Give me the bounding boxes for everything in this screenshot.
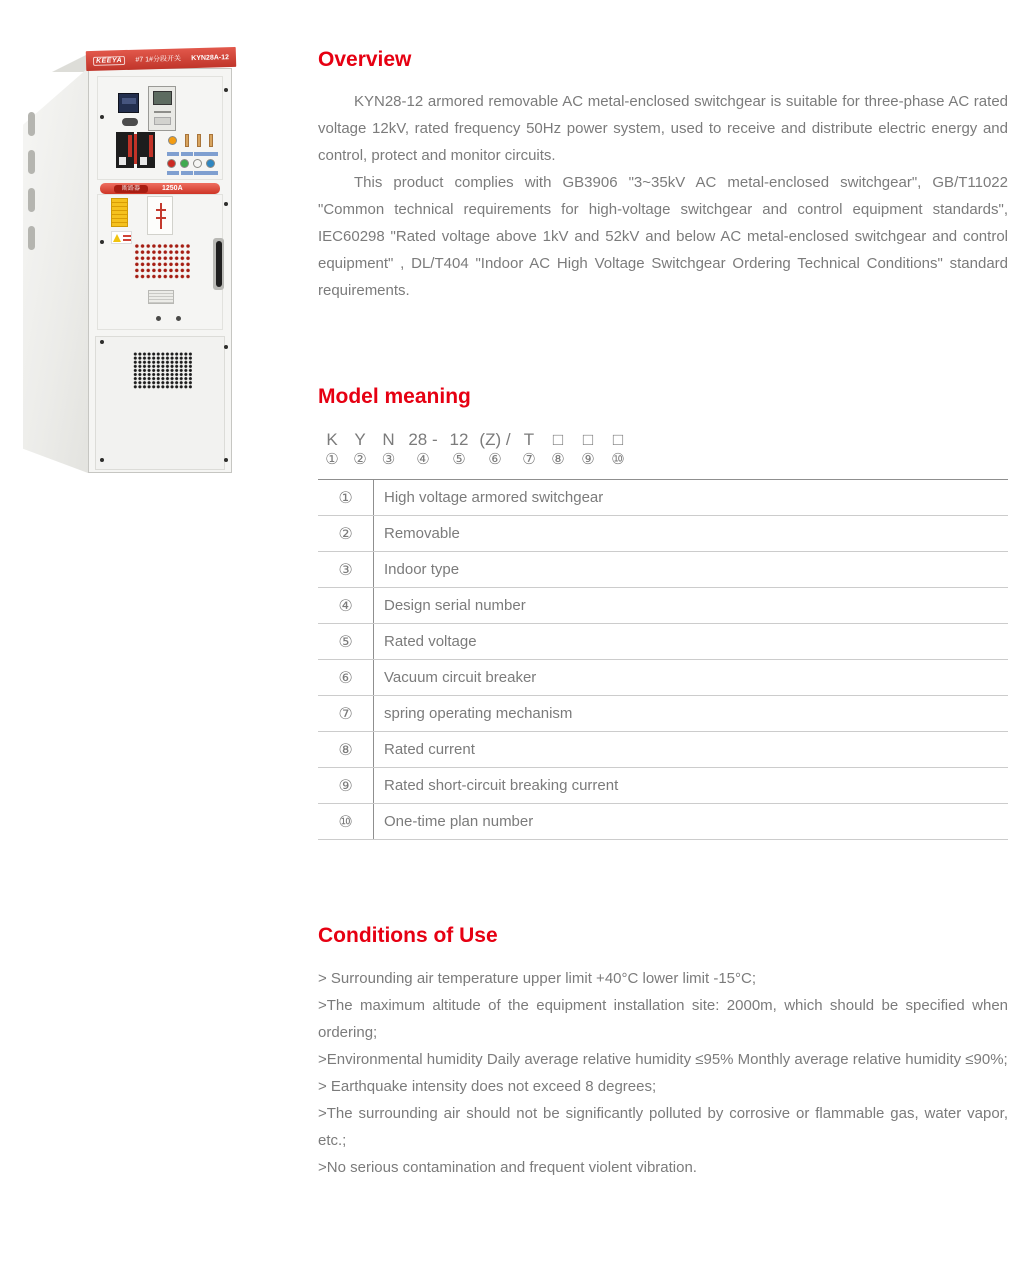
red-vent-grid: [133, 242, 190, 279]
screw: [156, 316, 161, 321]
code-symbol: (Z) /: [479, 430, 511, 449]
content-column: [318, 40, 1008, 1181]
code-circle-number: ⑤: [452, 451, 466, 468]
hinge-dot: [224, 458, 228, 462]
hazard-label: [111, 231, 132, 244]
table-row: [318, 660, 1008, 696]
code-symbol: □: [552, 430, 564, 449]
row-description: spring operating mechanism: [384, 705, 573, 722]
row-number: ②: [318, 516, 374, 551]
table-row: [318, 588, 1008, 624]
product-photo: [10, 40, 310, 480]
table-row: [318, 480, 1008, 516]
digital-meter: [148, 86, 176, 131]
code-circle-number: ①: [325, 451, 339, 468]
yellow-warning-label: [111, 198, 128, 227]
code-circle-number: ②: [353, 451, 367, 468]
fuse-indicator: [209, 134, 213, 147]
condition-item: >No serious contamination and frequent violent vibration.: [318, 1159, 697, 1176]
breaker-band: [100, 183, 220, 194]
indicator-label: [194, 171, 206, 175]
row-description: Rated current: [384, 741, 475, 758]
indicator-label: [167, 152, 179, 156]
row-number: ⑦: [318, 696, 374, 731]
row-description: High voltage armored switchgear: [384, 489, 604, 506]
code-circle-number: ⑧: [551, 451, 565, 468]
conditions-section: [318, 924, 1008, 1181]
conditions-title: Conditions of Use: [318, 924, 498, 947]
indicator-label: [167, 171, 179, 175]
fuse-indicator: [197, 134, 201, 147]
indicator-lamp-blue: [206, 159, 215, 168]
relay-panel-right: [137, 132, 155, 168]
indicator-lamp-red: [167, 159, 176, 168]
vent-grille: [133, 352, 192, 389]
table-row: [318, 552, 1008, 588]
indicator-lamp-white: [193, 159, 202, 168]
code-slot: [603, 429, 633, 469]
code-symbol: □: [582, 430, 594, 449]
hinge-dot: [100, 115, 104, 119]
condition-item: > Earthquake intensity does not exceed 8 degrees;: [318, 1078, 657, 1095]
control-knob: [122, 118, 138, 126]
code-slot: [573, 429, 603, 469]
model-meaning-section: [318, 385, 1008, 840]
banner-title: #7 1#分段开关: [135, 55, 182, 64]
banner-logo: KEEYA: [93, 56, 125, 66]
code-circle-number: ④: [416, 451, 430, 468]
code-symbol: T: [523, 430, 535, 449]
row-description: Rated short-circuit breaking current: [384, 777, 619, 794]
side-vent-slot: [28, 226, 35, 250]
row-number: ⑨: [318, 768, 374, 803]
relay-panel-left: [116, 132, 134, 168]
hinge-dot: [224, 202, 228, 206]
table-row: [318, 624, 1008, 660]
row-number: ⑩: [318, 804, 374, 839]
row-number: ①: [318, 480, 374, 515]
table-row: [318, 768, 1008, 804]
code-slot: [443, 429, 475, 469]
code-symbol: K: [326, 430, 338, 449]
row-number: ④: [318, 588, 374, 623]
indicator-label: [181, 171, 193, 175]
relay-gauge: [134, 134, 137, 164]
warning-triangle-icon: [113, 234, 121, 242]
door-handle: [216, 241, 222, 287]
code-slot: [403, 429, 443, 469]
fuse-indicator: [185, 134, 189, 147]
code-slot: [543, 429, 573, 469]
code-symbol: □: [612, 430, 624, 449]
code-circle-number: ⑩: [611, 451, 625, 468]
small-display: [118, 93, 139, 113]
row-description: Rated voltage: [384, 633, 477, 650]
code-slot: [515, 429, 543, 469]
indicator-label: [206, 171, 218, 175]
banner-model: KYN28A-12: [191, 53, 230, 62]
row-number: ⑥: [318, 660, 374, 695]
code-symbol: Y: [354, 430, 366, 449]
condition-item: >The surrounding air should not be significantly polluted by corrosive or flammable gas, water vapor, etc.;: [318, 1105, 1008, 1149]
table-row: [318, 516, 1008, 552]
overview-title: Overview: [318, 48, 412, 71]
model-meaning-title: Model meaning: [318, 385, 471, 408]
code-circle-number: ⑥: [488, 451, 502, 468]
condition-item: > Surrounding air temperature upper limit +40°C lower limit -15°C;: [318, 970, 757, 987]
table-row: [318, 696, 1008, 732]
hinge-dot: [100, 458, 104, 462]
row-description: Removable: [384, 525, 460, 542]
code-slot: [475, 429, 515, 469]
nameplate: [148, 290, 174, 304]
circuit-diagram-plate: [147, 196, 173, 235]
code-slot: [374, 429, 403, 469]
row-description: Vacuum circuit breaker: [384, 669, 537, 686]
row-description: Indoor type: [384, 561, 460, 578]
model-code: [318, 429, 1008, 469]
row-number: ⑤: [318, 624, 374, 659]
indicator-lamp-orange: [168, 136, 177, 145]
hinge-dot: [224, 345, 228, 349]
condition-item: >Environmental humidity Daily average relative humidity ≤95% Monthly average relative humidity ≤90%;: [318, 1051, 1008, 1068]
table-row: [318, 732, 1008, 768]
code-circle-number: ⑨: [581, 451, 595, 468]
side-vent-slot: [28, 112, 35, 136]
row-description: Design serial number: [384, 597, 526, 614]
breaker-rating: 1250A: [162, 185, 183, 192]
code-symbol: 28 -: [408, 430, 438, 449]
hinge-dot: [100, 240, 104, 244]
hinge-dot: [100, 340, 104, 344]
indicator-lamp-green: [180, 159, 189, 168]
code-slot: [318, 429, 346, 469]
screw: [176, 316, 181, 321]
code-symbol: N: [382, 430, 395, 449]
row-description: One-time plan number: [384, 813, 534, 830]
hinge-dot: [224, 88, 228, 92]
indicator-label: [181, 152, 193, 156]
meter-screen: [153, 91, 172, 105]
side-vent-slot: [28, 150, 35, 174]
code-symbol: 12: [449, 430, 469, 449]
breaker-label: 断路器: [114, 185, 148, 193]
indicator-label: [206, 152, 218, 156]
condition-item: >The maximum altitude of the equipment installation site: 2000m, which should be specified when ordering;: [318, 997, 1008, 1041]
code-circle-number: ⑦: [522, 451, 536, 468]
cabinet-banner: [86, 47, 236, 71]
row-number: ⑧: [318, 732, 374, 767]
overview-paragraph-1: KYN28-12 armored removable AC metal-enclosed switchgear is suitable for three-phase AC rated voltage 12kV, rated frequency 50Hz power system, used to receive and distribute electric energy and control, protect and monitor circuits.: [318, 93, 1008, 164]
code-circle-number: ③: [381, 451, 396, 468]
code-slot: [346, 429, 374, 469]
side-vent-slot: [28, 188, 35, 212]
model-table: [318, 479, 1008, 840]
overview-section: [318, 48, 1008, 304]
table-row: [318, 804, 1008, 840]
row-number: ③: [318, 552, 374, 587]
overview-paragraph-2: This product complies with GB3906 "3~35kV AC metal-enclosed switchgear", GB/T11022 "Common technical requirements for high-voltage switchgear and control equipment standards", IEC60298 "Rated voltage above 1kV and 52kV and below AC metal-enclosed switchgear and control equipment" , DL/T404 "Indoor AC High Voltage Switchgear Ordering Technical Conditions" standard requirements.: [318, 174, 1008, 299]
indicator-label: [194, 152, 206, 156]
